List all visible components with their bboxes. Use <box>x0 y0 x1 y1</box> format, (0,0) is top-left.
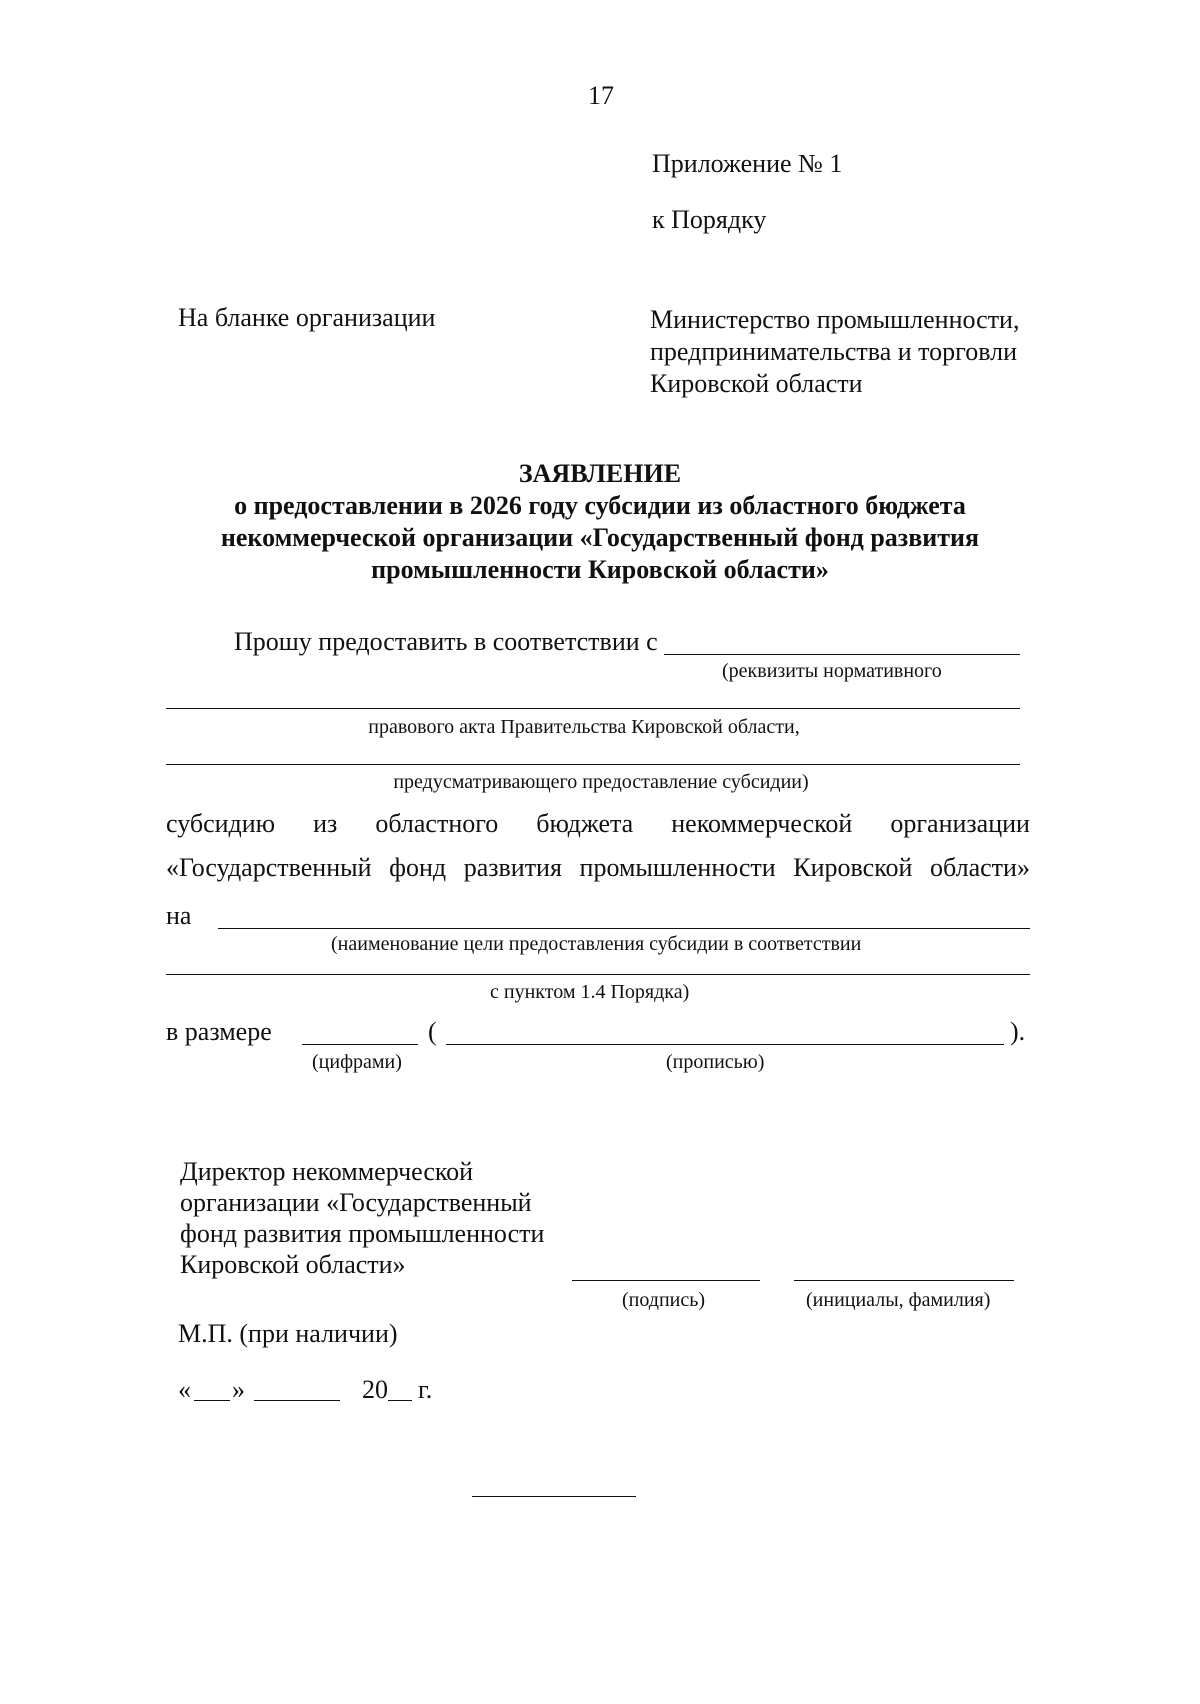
date-open-quote: « <box>178 1375 191 1404</box>
goal-field-2[interactable] <box>166 974 1030 975</box>
fund-word: развития <box>463 853 562 882</box>
letterhead-note: На бланке организации <box>178 303 436 332</box>
addressee-line: Министерство промышленности, <box>650 305 1020 334</box>
appendix-reference: к Порядку <box>652 205 767 234</box>
open-paren: ( <box>428 1017 437 1046</box>
subsidy-word: из <box>313 809 338 838</box>
digits-hint: (цифрами) <box>312 1051 402 1073</box>
amount-digits-field[interactable] <box>302 1044 418 1045</box>
addressee-line: Кировской области <box>650 369 863 398</box>
director-line: фонд развития промышленности <box>180 1219 545 1248</box>
subsidy-word: субсидию <box>166 809 276 838</box>
on-label: на <box>166 901 192 930</box>
requisites-field-3[interactable] <box>166 764 1020 765</box>
date-year-field[interactable] <box>388 1400 412 1401</box>
name-hint: (инициалы, фамилия) <box>806 1289 991 1311</box>
addressee-line: предпринимательства и торговли <box>650 337 1018 366</box>
date-year-suffix: г. <box>418 1375 433 1404</box>
subsidy-word: организации <box>890 809 1030 838</box>
amount-words-field[interactable] <box>446 1044 1004 1045</box>
director-line: Кировской области» <box>180 1250 406 1279</box>
subtitle-line: некоммерческой организации «Государственный фонд развития <box>220 523 980 552</box>
appendix-title: Приложение № 1 <box>652 149 843 178</box>
requisites-field[interactable] <box>664 654 1020 655</box>
goal-hint: (наименование цели предоставления субсидии в соответствии <box>331 933 862 955</box>
amount-label: в размере <box>166 1017 272 1046</box>
requisites-field-2[interactable] <box>166 708 1020 709</box>
fund-word: «Государственный <box>166 853 372 882</box>
fund-word: промышленности <box>579 853 776 882</box>
goal-field[interactable] <box>218 928 1030 929</box>
subtitle-line: о предоставлении в 2026 году субсидии из областного бюджета <box>234 491 966 520</box>
subsidy-word: некоммерческой <box>671 809 853 838</box>
goal-hint-2: с пунктом 1.4 Порядка) <box>490 981 690 1003</box>
fund-word: области» <box>930 853 1030 882</box>
document-heading: ЗАЯВЛЕНИЕ <box>518 459 682 488</box>
director-line: Директор некоммерческой <box>180 1157 474 1186</box>
subsidy-line <box>166 808 1030 840</box>
fund-line <box>166 852 1030 884</box>
words-hint: (прописью) <box>666 1051 765 1073</box>
document-subtitle <box>120 490 1080 586</box>
stamp-note: М.П. (при наличии) <box>178 1319 398 1348</box>
date-day-field[interactable] <box>194 1400 230 1401</box>
bottom-divider <box>472 1496 636 1497</box>
requisites-hint: (реквизиты нормативного <box>722 660 942 682</box>
date-month-field[interactable] <box>254 1400 340 1401</box>
director-title <box>180 1156 544 1280</box>
signature-hint: (подпись) <box>622 1289 706 1311</box>
signature-field[interactable] <box>572 1280 760 1281</box>
subsidy-word: бюджета <box>536 809 634 838</box>
date-close-quote: » <box>232 1375 245 1404</box>
date-year-prefix: 20 <box>362 1375 388 1404</box>
director-line: организации «Государственный <box>180 1188 532 1217</box>
page-number: 17 <box>588 81 614 110</box>
addressee <box>650 304 1019 400</box>
close-paren: ). <box>1010 1017 1026 1046</box>
subtitle-line: промышленности Кировской области» <box>371 555 829 584</box>
name-field[interactable] <box>794 1280 1014 1281</box>
request-text: Прошу предоставить в соответствии с <box>234 627 658 656</box>
requisites-hint-3: предусматривающего предоставление субсидии) <box>393 771 809 793</box>
fund-word: фонд <box>389 853 447 882</box>
fund-word: Кировской <box>793 853 913 882</box>
subsidy-word: областного <box>375 809 499 838</box>
requisites-hint-2: правового акта Правительства Кировской области, <box>368 716 800 738</box>
